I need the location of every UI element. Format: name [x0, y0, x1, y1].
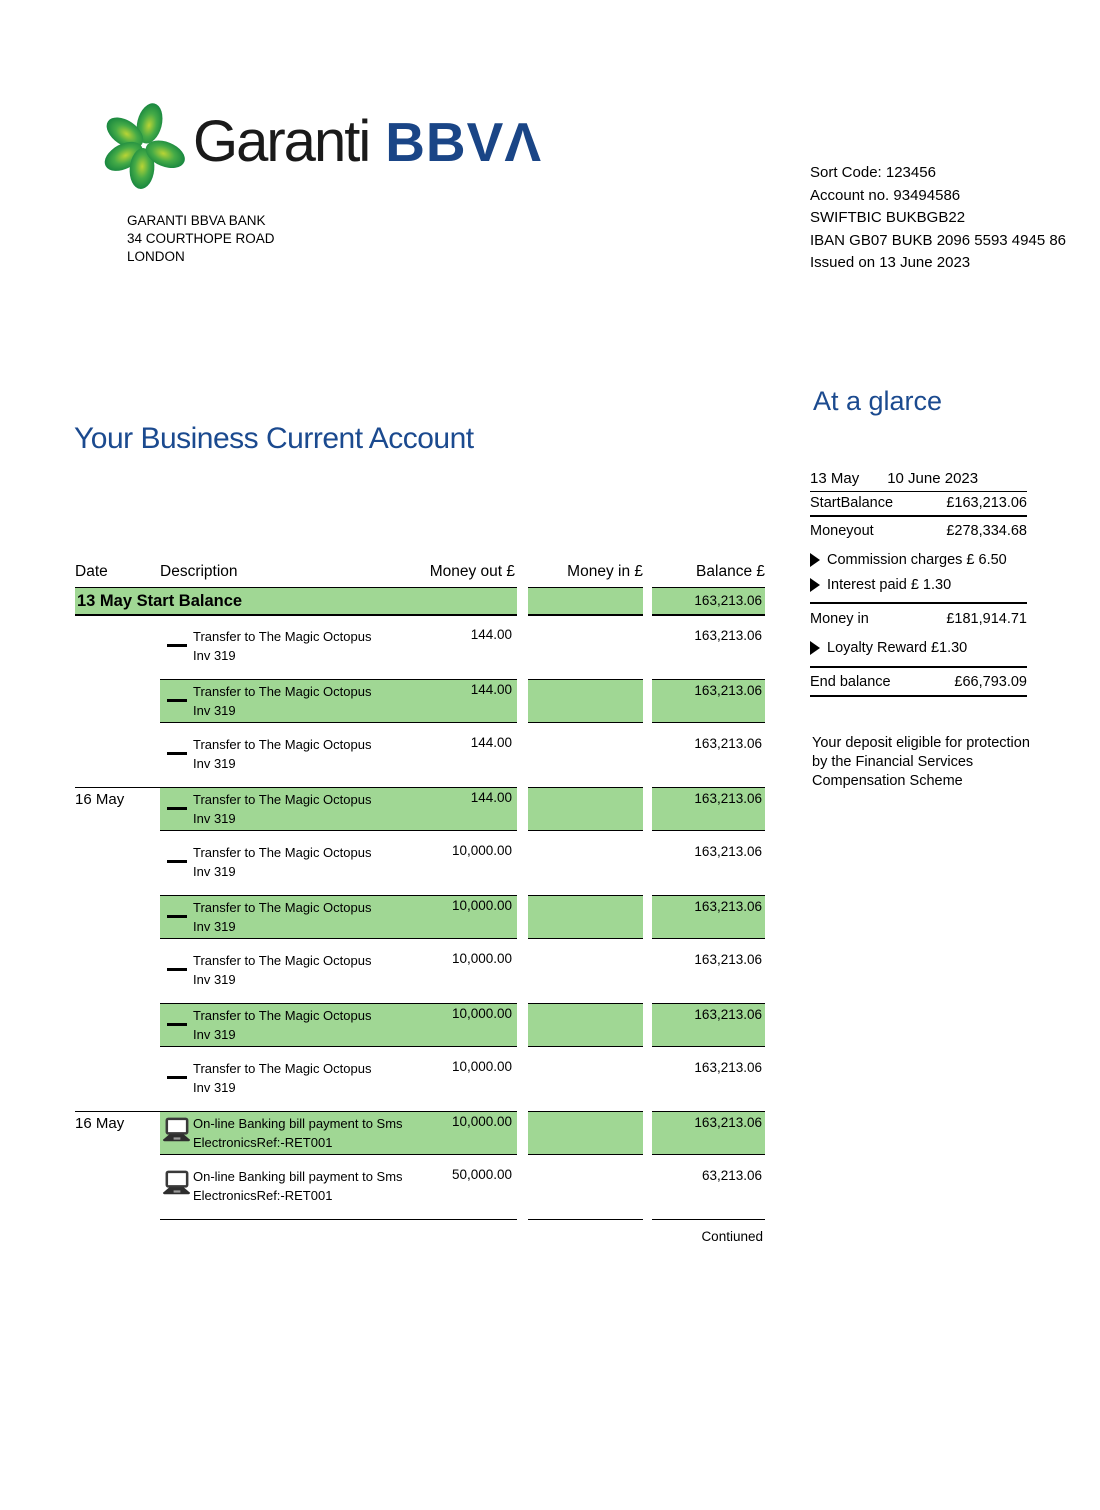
transaction-rows — [75, 625, 765, 1209]
start-balance-balance-cell: 163,213.06 — [652, 588, 765, 616]
row-money-in — [528, 1111, 643, 1155]
row-main-cell — [160, 679, 517, 723]
table-row — [75, 787, 765, 831]
row-money-out: 144.00 — [470, 790, 512, 805]
row-money-in — [528, 895, 643, 939]
account-info — [810, 162, 1066, 275]
start-balance-money-in-cell — [528, 588, 643, 616]
glance-period — [810, 470, 1027, 492]
row-date — [75, 895, 160, 939]
row-description — [193, 1112, 420, 1154]
row-icon-slot — [160, 841, 193, 885]
table-row — [75, 679, 765, 723]
row-icon-slot — [160, 1057, 193, 1101]
interest-text: Interest paid £ 1.30 — [827, 577, 952, 593]
sort-code: Sort Code: 123456 — [810, 164, 936, 181]
row-money-out: 144.00 — [470, 735, 512, 750]
row-description-line1: Transfer to The Magic Octopus — [193, 953, 372, 968]
row-description — [193, 841, 420, 885]
row-icon-slot — [160, 896, 193, 938]
row-money-in — [528, 679, 643, 723]
row-money-in — [528, 787, 643, 831]
glance-start-balance — [810, 492, 1027, 517]
row-main-cell — [160, 841, 517, 885]
header-money-out: Money out £ — [429, 563, 515, 580]
row-main-cell — [160, 949, 517, 993]
row-description-line1: On-line Banking bill payment to Sms — [193, 1116, 403, 1131]
table-row — [75, 895, 765, 939]
row-description — [193, 896, 420, 938]
row-date — [75, 733, 160, 777]
glance-commission — [810, 552, 1027, 568]
row-description-line2: Inv 319 — [193, 811, 236, 826]
row-balance: 163,213.06 — [652, 787, 765, 831]
row-description — [193, 625, 420, 669]
row-money-out: 144.00 — [470, 627, 512, 642]
row-main-cell — [160, 1057, 517, 1101]
row-main-cell — [160, 895, 517, 939]
table-row — [75, 1165, 765, 1209]
row-main-cell — [160, 733, 517, 777]
triangle-bullet-icon — [810, 641, 820, 655]
table-row — [75, 1057, 765, 1101]
row-money-in — [528, 949, 643, 993]
transfer-dash-icon — [167, 1076, 187, 1079]
row-description-line2: Inv 319 — [193, 972, 236, 987]
triangle-bullet-icon — [810, 553, 820, 567]
row-money-in — [528, 841, 643, 885]
bank-logo — [103, 96, 542, 192]
money-out-label: Moneyout — [810, 523, 874, 539]
triangle-bullet-icon — [810, 578, 820, 592]
table-header-row — [75, 563, 765, 588]
row-money-out: 144.00 — [470, 682, 512, 697]
row-money-out: 10,000.00 — [451, 1114, 512, 1129]
glance-loyalty — [810, 640, 1027, 668]
row-description-line1: Transfer to The Magic Octopus — [193, 737, 372, 752]
end-balance-label: End balance — [810, 674, 891, 690]
row-date — [75, 1057, 160, 1101]
row-icon-slot — [160, 680, 193, 722]
start-balance-label: StartBalance — [810, 495, 894, 511]
row-main-cell — [160, 625, 517, 669]
row-icon-slot — [160, 1112, 193, 1154]
start-balance-row — [75, 588, 765, 616]
row-description-line2: ElectronicsRef:-RET001 — [193, 1188, 333, 1203]
end-balance-value: £66,793.09 — [954, 674, 1027, 690]
row-date — [75, 1003, 160, 1047]
logo-text-bbva: BBVΛ — [385, 111, 543, 173]
row-money-out: 10,000.00 — [451, 1006, 512, 1021]
money-in-label: Money in — [810, 611, 869, 627]
row-money-out: 10,000.00 — [451, 951, 512, 966]
start-balance-value: £163,213.06 — [946, 495, 1027, 511]
row-date: 16 May — [75, 1111, 160, 1155]
row-main-cell — [160, 787, 517, 831]
row-balance: 163,213.06 — [694, 952, 762, 967]
row-date: 16 May — [75, 787, 160, 831]
row-money-out: 10,000.00 — [451, 898, 512, 913]
row-date — [75, 841, 160, 885]
bank-address-line: GARANTI BBVA BANK — [127, 213, 266, 228]
row-date — [75, 1165, 160, 1209]
row-money-out: 10,000.00 — [451, 1059, 512, 1074]
row-icon-slot — [160, 733, 193, 777]
table-header-left — [75, 563, 517, 588]
glance-end-balance — [810, 669, 1027, 697]
row-money-out: 50,000.00 — [451, 1167, 512, 1182]
header-description: Description — [160, 563, 238, 580]
start-balance-row-label: 13 May Start Balance — [75, 588, 517, 616]
row-description-line2: ElectronicsRef:-RET001 — [193, 1135, 333, 1150]
row-description — [193, 949, 420, 993]
account-number: Account no. 93494586 — [810, 186, 961, 204]
loyalty-text: Loyalty Reward £1.30 — [827, 640, 968, 656]
row-balance: 163,213.06 — [694, 1060, 762, 1075]
table-row — [75, 841, 765, 885]
continued-note: Contiuned — [701, 1229, 763, 1244]
row-main-cell — [160, 1165, 517, 1209]
row-money-in — [528, 733, 643, 777]
row-balance: 163,213.06 — [652, 1003, 765, 1047]
bank-address-line: LONDON — [127, 249, 185, 264]
row-description-line2: Inv 319 — [193, 756, 236, 771]
row-money-in — [528, 625, 643, 669]
row-date — [75, 625, 160, 669]
online-banking-laptop-icon — [161, 1117, 192, 1144]
glance-panel — [810, 470, 1027, 697]
protection-note-line: Compensation Scheme — [812, 773, 963, 789]
row-description-line2: Inv 319 — [193, 919, 236, 934]
glance-title: At a glarce — [813, 386, 943, 416]
money-out-value: £278,334.68 — [946, 523, 1027, 539]
row-icon-slot — [160, 1165, 193, 1209]
period-start: 13 May — [810, 470, 860, 487]
row-icon-slot — [160, 949, 193, 993]
row-money-in — [528, 1003, 643, 1047]
table-row — [75, 625, 765, 669]
row-description — [193, 1165, 420, 1209]
transfer-dash-icon — [167, 968, 187, 971]
row-money-in — [528, 1165, 643, 1209]
row-balance: 163,213.06 — [652, 1111, 765, 1155]
row-description-line1: Transfer to The Magic Octopus — [193, 1008, 372, 1023]
row-main-cell — [160, 1111, 517, 1155]
swift-bic: SWIFTBIC BUKBGB22 — [810, 209, 966, 226]
row-description-line1: On-line Banking bill payment to Sms — [193, 1169, 403, 1184]
row-description-line2: Inv 319 — [193, 703, 236, 718]
table-row — [75, 949, 765, 993]
transfer-dash-icon — [167, 752, 187, 755]
row-description — [193, 788, 420, 830]
logo-text-garanti: Garanti — [193, 109, 370, 174]
protection-note-line: by the Financial Services — [812, 754, 974, 770]
row-description-line1: Transfer to The Magic Octopus — [193, 900, 372, 915]
row-balance: 163,213.06 — [652, 679, 765, 723]
row-description-line1: Transfer to The Magic Octopus — [193, 792, 372, 807]
row-description-line1: Transfer to The Magic Octopus — [193, 845, 372, 860]
money-in-value: £181,914.71 — [946, 611, 1027, 627]
row-description — [193, 733, 420, 777]
row-date — [75, 949, 160, 993]
garanti-clover-icon — [103, 96, 185, 192]
row-description-line1: Transfer to The Magic Octopus — [193, 1061, 372, 1076]
bank-address — [127, 212, 275, 266]
table-row — [75, 1003, 765, 1047]
table-row — [75, 1111, 765, 1155]
page-title: Your Business Current Account — [74, 422, 474, 455]
row-description-line1: Transfer to The Magic Octopus — [193, 684, 372, 699]
row-description — [193, 680, 420, 722]
transfer-dash-icon — [167, 915, 187, 918]
issued-date: Issued on 13 June 2023 — [810, 254, 971, 271]
transfer-dash-icon — [167, 1023, 187, 1026]
transfer-dash-icon — [167, 699, 187, 702]
row-balance: 163,213.06 — [652, 895, 765, 939]
row-icon-slot — [160, 1004, 193, 1046]
transfer-dash-icon — [167, 807, 187, 810]
bank-address-line: 34 COURTHOPE ROAD — [127, 231, 275, 246]
row-icon-slot — [160, 625, 193, 669]
row-description-line2: Inv 319 — [193, 1080, 236, 1095]
period-end: 10 June 2023 — [887, 470, 979, 487]
row-description-line1: Transfer to The Magic Octopus — [193, 629, 372, 644]
transfer-dash-icon — [167, 860, 187, 863]
row-description-line2: Inv 319 — [193, 648, 236, 663]
row-money-out: 10,000.00 — [451, 843, 512, 858]
row-date — [75, 679, 160, 723]
row-description-line2: Inv 319 — [193, 864, 236, 879]
table-row — [75, 733, 765, 777]
iban: IBAN GB07 BUKB 2096 5593 4945 86 — [810, 231, 1067, 249]
row-balance: 163,213.06 — [694, 736, 762, 751]
commission-text: Commission charges £ 6.50 — [827, 552, 1007, 568]
row-description — [193, 1057, 420, 1101]
online-banking-laptop-icon — [161, 1170, 192, 1197]
row-description — [193, 1004, 420, 1046]
row-money-in — [528, 1057, 643, 1101]
header-money-in: Money in £ — [528, 563, 643, 588]
protection-note-line: Your deposit eligible for protection — [812, 735, 1030, 751]
table-footer-line — [75, 1219, 765, 1220]
row-icon-slot — [160, 788, 193, 830]
row-balance: 163,213.06 — [694, 628, 762, 643]
row-balance: 63,213.06 — [701, 1168, 762, 1183]
glance-money-in — [810, 606, 1027, 631]
row-description-line2: Inv 319 — [193, 1027, 236, 1042]
transfer-dash-icon — [167, 644, 187, 647]
deposit-protection-note — [812, 734, 1030, 791]
header-date: Date — [75, 563, 108, 580]
header-balance: Balance £ — [652, 563, 765, 588]
transactions-table — [75, 563, 765, 1244]
row-balance: 163,213.06 — [694, 844, 762, 859]
row-main-cell — [160, 1003, 517, 1047]
glance-money-out — [810, 517, 1027, 543]
glance-interest — [810, 577, 1027, 604]
